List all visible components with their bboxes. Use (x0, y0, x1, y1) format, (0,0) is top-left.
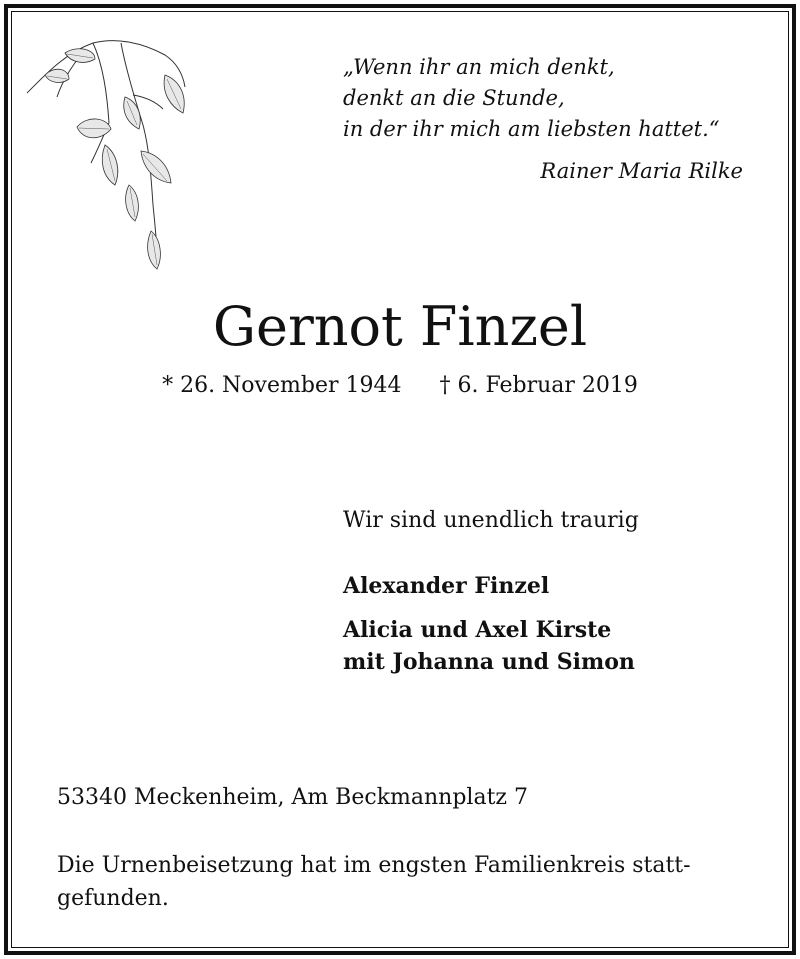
birch-leaves-icon (25, 35, 195, 275)
family-address: 53340 Meckenheim, Am Beckmannplatz 7 (57, 785, 528, 810)
deceased-name: Gernot Finzel (212, 295, 588, 358)
mourner-name: Alexander Finzel (343, 573, 550, 599)
burial-note-line-2: gefunden. (57, 886, 169, 911)
sorrow-line: Wir sind unendlich traurig (343, 508, 639, 533)
mourner-name: Alicia und Axel Kirste (343, 617, 612, 643)
life-dates (0, 370, 800, 402)
burial-note (57, 849, 757, 915)
mourner-name: mit Johanna und Simon (343, 649, 635, 675)
burial-note-line-1: Die Urnenbeisetzung hat im engsten Familienkreis statt- (57, 853, 691, 878)
death-date: † 6. Februar 2019 (439, 373, 638, 398)
mourners-list (343, 570, 635, 678)
birth-date: * 26. November 1944 (162, 373, 402, 398)
rilke-quote (343, 52, 763, 145)
quote-line-1: „Wenn ihr an mich denkt, (343, 55, 615, 79)
quote-line-2: denkt an die Stunde, (343, 86, 565, 110)
quote-line-3: in der ihr mich am liebsten hattet.“ (343, 117, 720, 141)
quote-author: Rainer Maria Rilke (540, 159, 743, 183)
